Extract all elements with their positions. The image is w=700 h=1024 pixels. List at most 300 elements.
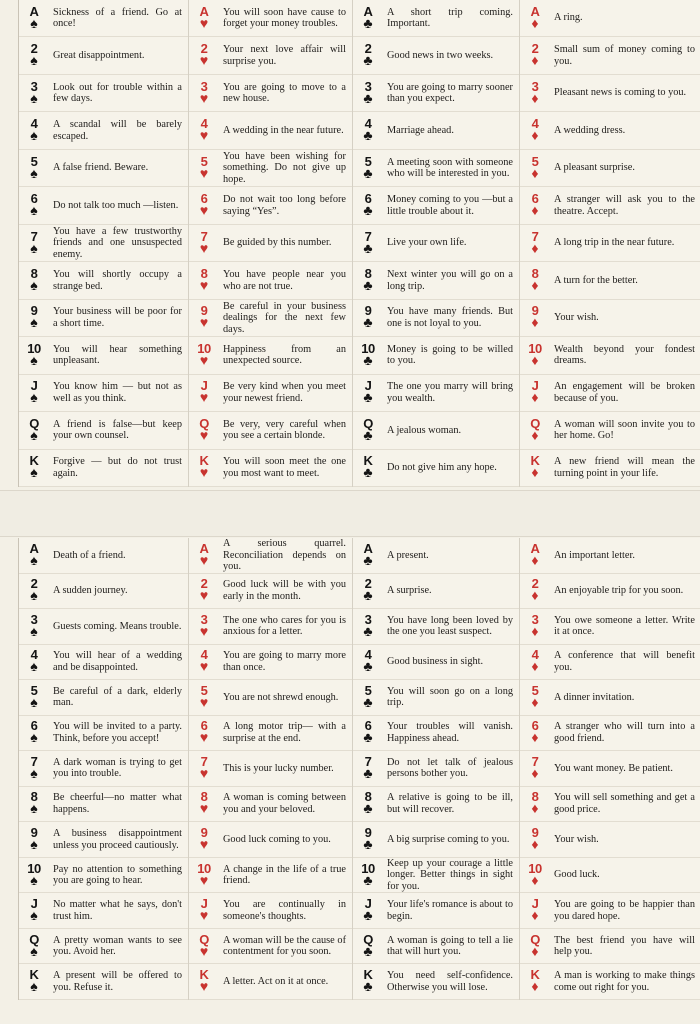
fortune-entry: [520, 574, 700, 610]
rank-label: J: [531, 378, 539, 394]
fortune-text: An enjoyable trip for you soon.: [554, 585, 684, 597]
card-index: [24, 80, 44, 107]
card-index: [525, 577, 545, 604]
fortune-entry: [19, 337, 188, 374]
fortune-entry: [189, 412, 352, 449]
rank-label: A: [29, 540, 39, 556]
rank-label: K: [530, 967, 540, 983]
fortune-entry: [19, 0, 188, 37]
fortune-text: An engagement will be broken because of you.: [554, 381, 695, 404]
spade-suit-icon: ♠: [30, 353, 38, 369]
rank-label: J: [364, 896, 372, 912]
card-index: [24, 648, 44, 675]
rank-label: A: [530, 540, 540, 556]
rank-label: 2: [364, 41, 372, 57]
fortune-entry: [189, 112, 352, 149]
card-index: [525, 417, 545, 444]
card-index: [525, 454, 545, 481]
fortune-text: A ring.: [554, 12, 583, 24]
card-index: [525, 862, 545, 889]
bottom-card-hearts-column: [189, 538, 353, 1000]
fortune-text: Forgive — but do not trust again.: [53, 456, 182, 479]
fortune-entry: [520, 337, 700, 374]
fortune-text: You want money. Be patient.: [554, 762, 673, 774]
card-index: [24, 304, 44, 331]
fortune-entry: [353, 574, 519, 610]
card-index: [525, 267, 545, 294]
rank-label: K: [199, 453, 209, 469]
fortune-entry: [19, 787, 188, 823]
heart-suit-icon: ♥: [199, 166, 209, 182]
card-index: [525, 117, 545, 144]
card-index: [358, 155, 378, 182]
rank-label: J: [200, 378, 208, 394]
club-suit-icon: ♣: [363, 204, 373, 220]
card-index: [358, 684, 378, 711]
spade-suit-icon: ♠: [30, 279, 38, 295]
fortune-text: You will soon meet the one you most want to meet.: [223, 456, 346, 479]
fortune-entry: [353, 609, 519, 645]
rank-label: Q: [199, 415, 209, 431]
rank-label: 4: [200, 116, 208, 132]
fortune-entry: [520, 680, 700, 716]
fortune-entry: [520, 150, 700, 187]
card-index: [525, 648, 545, 675]
rank-label: 10: [27, 860, 41, 876]
card-index: [525, 379, 545, 406]
fortune-entry: [520, 858, 700, 894]
fortune-text: Be guided by this number.: [223, 237, 332, 249]
heart-suit-icon: ♥: [199, 466, 209, 482]
card-index: [194, 42, 214, 69]
card-index: [358, 267, 378, 294]
spade-suit-icon: ♠: [30, 660, 38, 676]
diamond-suit-icon: ♦: [531, 16, 539, 32]
fortune-text: Good luck will be with you early in the month.: [223, 579, 346, 602]
fortune-text: Money coming to you —but a little trouble about it.: [387, 194, 513, 217]
card-index: [194, 417, 214, 444]
fortune-text: Keep up your courage a little longer. Better things in sight for you.: [387, 857, 513, 892]
card-index: [358, 5, 378, 32]
rank-label: 4: [30, 647, 38, 663]
fortune-text: Be very kind when you meet your newest friend.: [223, 381, 346, 404]
card-index: [24, 968, 44, 995]
club-suit-icon: ♣: [363, 944, 373, 960]
bottom-card-spades-column: [19, 538, 189, 1000]
rank-label: Q: [363, 415, 373, 431]
card-index: [525, 826, 545, 853]
card-index: [24, 897, 44, 924]
fortune-entry: [520, 609, 700, 645]
bottom-card-diamonds-column: [520, 538, 700, 1000]
fortune-text: A serious quarrel. Reconciliation depends on you.: [223, 538, 346, 573]
rank-label: 7: [364, 228, 372, 244]
fortune-text: You have been wishing for something. Do not give up hope.: [223, 150, 346, 185]
fortune-entry: [19, 574, 188, 610]
rank-label: J: [200, 896, 208, 912]
diamond-suit-icon: ♦: [531, 802, 539, 818]
fortune-entry: [520, 187, 700, 224]
fortune-entry: [19, 751, 188, 787]
spade-suit-icon: ♠: [30, 204, 38, 220]
fortune-entry: [520, 964, 700, 1000]
fortune-text: You are going to marry sooner than you expect.: [387, 81, 513, 105]
card-index: [525, 80, 545, 107]
card-index: [24, 613, 44, 640]
rank-label: 10: [197, 340, 211, 356]
fortune-entry: [353, 262, 519, 299]
fortune-entry: [189, 187, 352, 224]
rank-label: J: [531, 896, 539, 912]
fortune-text: This is your lucky number.: [223, 762, 334, 774]
fortune-entry: [189, 538, 352, 574]
rank-label: 3: [364, 78, 372, 94]
rank-label: 7: [30, 228, 38, 244]
fortune-entry: [189, 300, 352, 337]
diamond-suit-icon: ♦: [531, 466, 539, 482]
rank-label: Q: [363, 931, 373, 947]
fortune-text: A relative is going to be ill, but will recover.: [387, 792, 513, 815]
fortune-entry: [19, 37, 188, 74]
card-index: [24, 117, 44, 144]
fortune-entry: [19, 262, 188, 299]
heart-suit-icon: ♥: [199, 204, 209, 220]
fortune-entry: [189, 751, 352, 787]
spade-suit-icon: ♠: [30, 624, 38, 640]
card-index: [358, 648, 378, 675]
rank-label: 10: [528, 860, 542, 876]
fortune-text: Be very, very careful when you see a certain blonde.: [223, 418, 346, 442]
diamond-suit-icon: ♦: [531, 316, 539, 332]
card-index: [525, 684, 545, 711]
fortune-entry: [353, 150, 519, 187]
fortune-entry: [189, 822, 352, 858]
card-index: [194, 342, 214, 369]
fortune-entry: [189, 37, 352, 74]
heart-suit-icon: ♥: [199, 624, 209, 640]
heart-suit-icon: ♥: [199, 909, 209, 925]
fortune-entry: [189, 858, 352, 894]
card-index: [358, 862, 378, 889]
fortune-entry: [353, 680, 519, 716]
rank-label: 5: [531, 153, 539, 169]
fortune-entry: [520, 893, 700, 929]
fortune-text: You will sell something and get a good price.: [554, 792, 695, 815]
diamond-suit-icon: ♦: [531, 553, 539, 569]
spade-suit-icon: ♠: [30, 466, 38, 482]
card-index: [525, 897, 545, 924]
card-index: [525, 755, 545, 782]
fortune-entry: [189, 150, 352, 187]
diamond-suit-icon: ♦: [531, 279, 539, 295]
heart-suit-icon: ♥: [199, 589, 209, 605]
heart-suit-icon: ♥: [199, 391, 209, 407]
diamond-suit-icon: ♦: [531, 391, 539, 407]
fortune-text: A conference that will benefit you.: [554, 650, 695, 673]
fortune-entry: [19, 450, 188, 487]
card-index: [194, 719, 214, 746]
spade-suit-icon: ♠: [30, 909, 38, 925]
fortune-entry: [19, 822, 188, 858]
card-index: [194, 542, 214, 569]
rank-label: 7: [364, 753, 372, 769]
rank-label: 8: [200, 789, 208, 805]
card-index: [358, 933, 378, 960]
rank-label: A: [199, 3, 209, 19]
fortune-entry: [353, 716, 519, 752]
fortune-text: Pay no attention to something you are going to hear.: [53, 863, 182, 887]
top-card-clubs-column: [353, 0, 520, 487]
spade-suit-icon: ♠: [30, 166, 38, 182]
rank-label: 10: [361, 860, 375, 876]
fortune-entry: [520, 538, 700, 574]
club-suit-icon: ♣: [363, 16, 373, 32]
fortune-text: A meeting soon with someone who will be interested in you.: [387, 156, 513, 180]
fortune-text: You will soon go on a long trip.: [387, 685, 513, 709]
card-index: [194, 862, 214, 889]
card-index: [358, 304, 378, 331]
fortune-entry: [189, 0, 352, 37]
fortune-entry: [189, 716, 352, 752]
fortune-entry: [19, 225, 188, 262]
rank-label: A: [199, 540, 209, 556]
rank-label: A: [363, 3, 373, 19]
card-index: [194, 897, 214, 924]
rank-label: 6: [30, 718, 38, 734]
card-index: [358, 790, 378, 817]
fortune-text: Your business will be poor for a short time.: [53, 306, 182, 329]
top-card-hearts-column: [189, 0, 353, 487]
rank-label: 3: [200, 611, 208, 627]
card-index: [24, 542, 44, 569]
card-index: [358, 826, 378, 853]
rank-label: Q: [530, 415, 540, 431]
diamond-suit-icon: ♦: [531, 241, 539, 257]
heart-suit-icon: ♥: [199, 660, 209, 676]
fortune-text: A stranger will ask you to the theatre. Accept.: [554, 194, 695, 217]
fortune-entry: [189, 929, 352, 965]
club-suit-icon: ♣: [363, 391, 373, 407]
rank-label: Q: [199, 931, 209, 947]
fortune-text: A stranger who will turn into a good friend.: [554, 721, 695, 744]
spade-suit-icon: ♠: [30, 129, 38, 145]
fortune-entry: [19, 858, 188, 894]
fortune-text: You are going to marry more than once.: [223, 650, 346, 673]
fortune-entry: [353, 300, 519, 337]
rank-label: 9: [30, 303, 38, 319]
card-index: [525, 304, 545, 331]
rank-label: 2: [30, 41, 38, 57]
fortune-text: A present.: [387, 549, 429, 561]
fortune-text: A woman will soon invite you to her home. Go!: [554, 418, 695, 442]
fortune-entry: [353, 645, 519, 681]
card-index: [24, 379, 44, 406]
rank-label: 7: [531, 753, 539, 769]
rank-label: 6: [200, 718, 208, 734]
heart-suit-icon: ♥: [199, 766, 209, 782]
fortune-text: Do not wait too long before saying “Yes”.: [223, 194, 346, 217]
club-suit-icon: ♣: [363, 279, 373, 295]
fortune-text: You owe someone a letter. Write it at once.: [554, 614, 695, 638]
rank-label: 7: [200, 228, 208, 244]
club-suit-icon: ♣: [363, 428, 373, 444]
fortune-text: A turn for the better.: [554, 274, 638, 286]
fortune-text: A friend is false—but keep your own counsel.: [53, 418, 182, 442]
fortune-text: You will shortly occupy a strange bed.: [53, 269, 182, 292]
card-index: [194, 933, 214, 960]
rank-label: J: [30, 378, 38, 394]
fortune-text: Do not give him any hope.: [387, 462, 497, 474]
fortune-entry: [19, 929, 188, 965]
card-index: [24, 267, 44, 294]
fortune-entry: [189, 75, 352, 112]
card-index: [194, 155, 214, 182]
rank-label: Q: [530, 931, 540, 947]
rank-label: 2: [531, 41, 539, 57]
bottom-card-clubs-column: [353, 538, 520, 1000]
spade-suit-icon: ♠: [30, 91, 38, 107]
club-suit-icon: ♣: [363, 802, 373, 818]
heart-suit-icon: ♥: [199, 129, 209, 145]
club-suit-icon: ♣: [363, 589, 373, 605]
fortune-text: Live your own life.: [387, 237, 467, 249]
card-index: [358, 542, 378, 569]
fortune-text: Money is going to be willed to you.: [387, 343, 513, 367]
card-index: [358, 755, 378, 782]
card-index: [358, 613, 378, 640]
fortune-entry: [189, 645, 352, 681]
heart-suit-icon: ♥: [199, 16, 209, 32]
fortune-text: You will be invited to a party. Think, before you accept!: [53, 721, 182, 744]
fortune-entry: [353, 412, 519, 449]
heart-suit-icon: ♥: [199, 802, 209, 818]
fortune-entry: [353, 37, 519, 74]
spade-suit-icon: ♠: [30, 695, 38, 711]
card-index: [194, 192, 214, 219]
fortune-entry: [520, 450, 700, 487]
rank-label: 8: [531, 789, 539, 805]
card-index: [24, 230, 44, 257]
fortune-entry: [189, 337, 352, 374]
fortune-entry: [520, 929, 700, 965]
rank-label: 5: [531, 682, 539, 698]
fortune-card-top: [18, 0, 700, 487]
fortune-entry: [189, 680, 352, 716]
diamond-suit-icon: ♦: [531, 909, 539, 925]
spade-suit-icon: ♠: [30, 838, 38, 854]
fortune-text: A false friend. Beware.: [53, 162, 149, 174]
fortune-entry: [520, 822, 700, 858]
rank-label: 10: [27, 340, 41, 356]
card-index: [358, 417, 378, 444]
spade-suit-icon: ♠: [30, 802, 38, 818]
fortune-entry: [353, 964, 519, 1000]
card-index: [194, 80, 214, 107]
spade-suit-icon: ♠: [30, 944, 38, 960]
rank-label: 5: [364, 153, 372, 169]
club-suit-icon: ♣: [363, 54, 373, 70]
rank-label: A: [530, 3, 540, 19]
fortune-entry: [189, 964, 352, 1000]
fortune-text: A big surprise coming to you.: [387, 833, 510, 845]
fortune-text: Be careful in your business dealings for the next few days.: [223, 300, 346, 335]
diamond-suit-icon: ♦: [531, 695, 539, 711]
card-index: [358, 230, 378, 257]
fortune-text: Your life's romance is about to begin.: [387, 899, 513, 922]
rank-label: 8: [531, 266, 539, 282]
card-index: [24, 417, 44, 444]
rank-label: 6: [364, 191, 372, 207]
diamond-suit-icon: ♦: [531, 944, 539, 960]
rank-label: 9: [30, 825, 38, 841]
fortune-text: Wealth beyond your fondest dreams.: [554, 343, 695, 367]
card-index: [525, 342, 545, 369]
diamond-suit-icon: ♦: [531, 731, 539, 747]
fortune-entry: [19, 645, 188, 681]
card-index: [525, 542, 545, 569]
club-suit-icon: ♣: [363, 353, 373, 369]
diamond-suit-icon: ♦: [531, 624, 539, 640]
rank-label: 6: [531, 191, 539, 207]
club-suit-icon: ♣: [363, 909, 373, 925]
card-index: [194, 648, 214, 675]
diamond-suit-icon: ♦: [531, 129, 539, 145]
heart-suit-icon: ♥: [199, 873, 209, 889]
fortune-text: Be cheerful—no matter what happens.: [53, 792, 182, 815]
card-index: [194, 117, 214, 144]
card-index: [194, 577, 214, 604]
fortune-text: A wedding in the near future.: [223, 124, 344, 136]
fortune-text: A business disappointment unless you proceed cautiously.: [53, 828, 182, 851]
fortune-text: You know him — but not as well as you think.: [53, 381, 182, 404]
rank-label: 3: [531, 611, 539, 627]
rank-label: A: [363, 540, 373, 556]
fortune-text: Good business in sight.: [387, 656, 484, 668]
rank-label: 4: [364, 647, 372, 663]
fortune-text: No matter what he says, don't trust him.: [53, 899, 182, 922]
top-card-diamonds-column: [520, 0, 700, 487]
fortune-text: You are going to move to a new house.: [223, 81, 346, 105]
fortune-text: Look out for trouble within a few days.: [53, 81, 182, 105]
fortune-entry: [19, 964, 188, 1000]
spade-suit-icon: ♠: [30, 589, 38, 605]
fortune-text: Do not let talk of jealous persons bother you.: [387, 756, 513, 780]
fortune-text: You have long been loved by the one you least suspect.: [387, 614, 513, 638]
fortune-text: Good news in two weeks.: [387, 49, 494, 61]
rank-label: 3: [200, 78, 208, 94]
card-index: [194, 968, 214, 995]
fortune-entry: [19, 893, 188, 929]
card-index: [358, 117, 378, 144]
fortune-text: An important letter.: [554, 549, 635, 561]
fortune-text: A dinner invitation.: [554, 691, 635, 703]
rank-label: 7: [200, 753, 208, 769]
fortune-entry: [19, 375, 188, 412]
fortune-text: Your troubles will vanish. Happiness ahead.: [387, 721, 513, 744]
card-index: [358, 379, 378, 406]
fortune-text: A scandal will be barely escaped.: [53, 119, 182, 142]
fortune-text: Happiness from an unexpected source.: [223, 343, 346, 367]
rank-label: J: [364, 378, 372, 394]
fortune-text: Your wish.: [554, 833, 599, 845]
spade-suit-icon: ♠: [30, 16, 38, 32]
heart-suit-icon: ♥: [199, 279, 209, 295]
rank-label: 5: [364, 682, 372, 698]
club-suit-icon: ♣: [363, 466, 373, 482]
fortune-text: A jealous woman.: [387, 424, 462, 436]
card-index: [194, 826, 214, 853]
fortune-entry: [520, 262, 700, 299]
